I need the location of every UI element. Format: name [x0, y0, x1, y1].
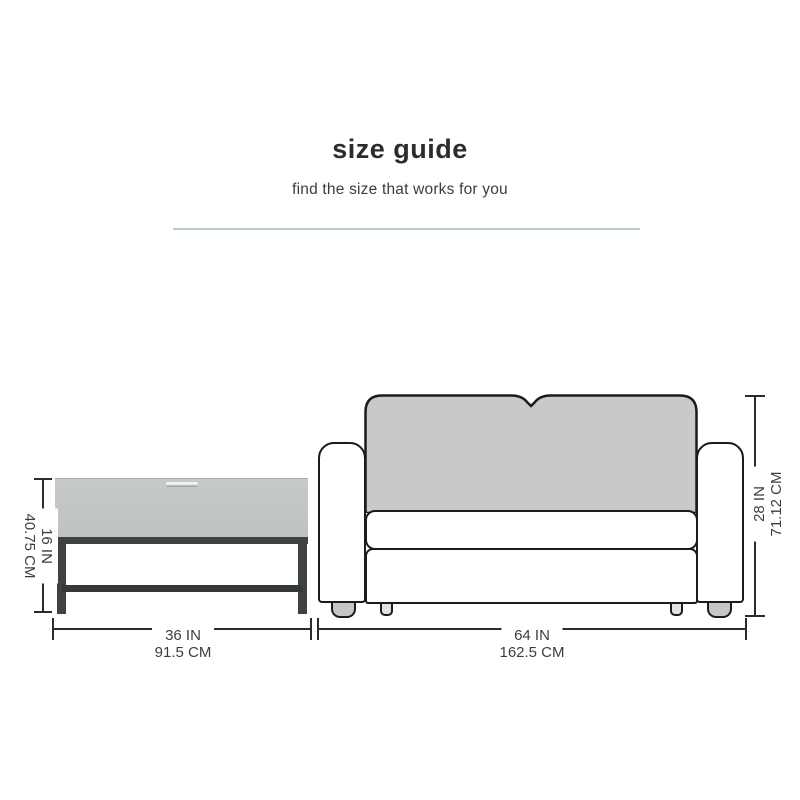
sofa-backrest	[364, 394, 698, 513]
dimension-tick	[34, 478, 52, 480]
sofa-arm-right	[696, 442, 744, 603]
sofa-foot-outer-right	[707, 601, 732, 618]
dimension-cap	[745, 618, 747, 640]
sofa-arm-left	[318, 442, 366, 603]
sofa-backrest-shape	[366, 396, 697, 514]
page-title: size guide	[332, 134, 468, 164]
sofa-base	[365, 548, 698, 604]
dimension-tick	[745, 615, 765, 617]
table-height-label: 16 IN 40.75 CM	[18, 508, 58, 583]
dimension-cap	[317, 618, 319, 640]
sofa-seat-cushion	[365, 510, 698, 550]
table-handle	[166, 482, 198, 487]
table-leg-right	[298, 544, 307, 614]
sofa-height-label: 28 IN 71.12 CM	[748, 466, 788, 541]
page-subtitle: find the size that works for you	[292, 181, 508, 198]
table-stretcher-bar	[62, 585, 303, 592]
dimension-tick	[745, 395, 765, 397]
divider-line	[173, 228, 640, 230]
table-frame-rail	[55, 537, 308, 544]
sofa-foot-outer-left	[331, 601, 356, 618]
dimension-cap	[310, 618, 312, 640]
dimension-tick	[34, 611, 52, 613]
sofa-width-label: 64 IN 162.5 CM	[499, 627, 565, 661]
table-leg-left	[57, 544, 66, 614]
dimension-cap	[52, 618, 54, 640]
table-width-label: 36 IN 91.5 CM	[152, 627, 214, 661]
table-cabinet	[55, 478, 308, 538]
